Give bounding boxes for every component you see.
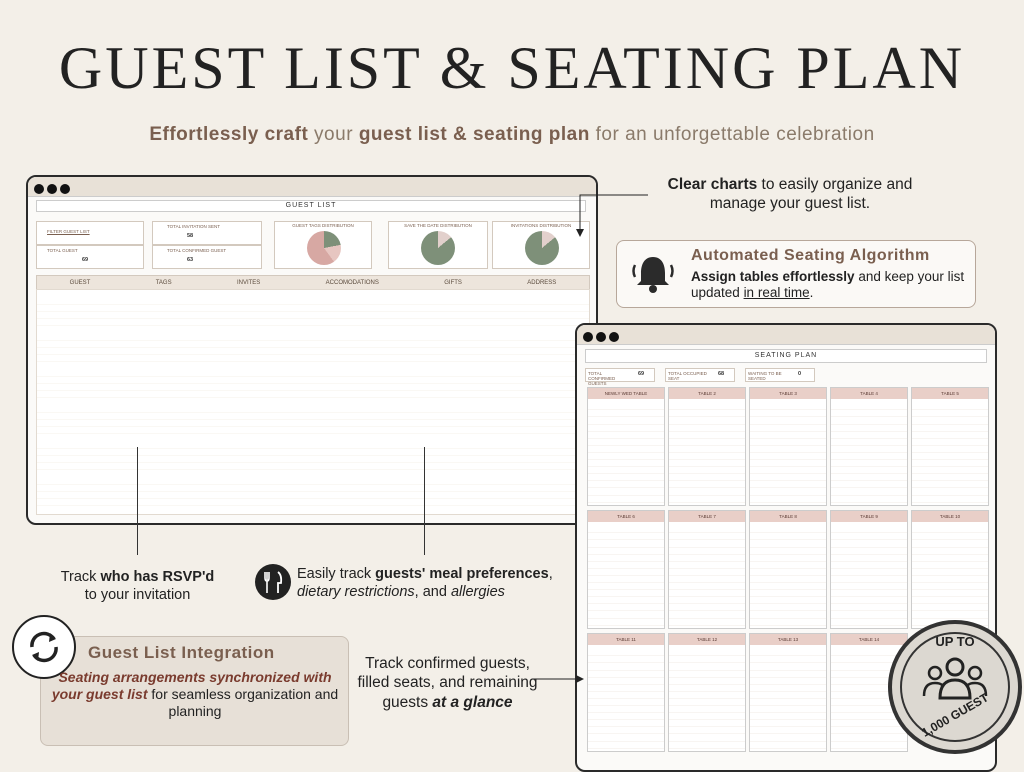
sync-icon <box>24 627 64 667</box>
section-gifts: GIFTS <box>444 279 462 286</box>
window-dot-icon <box>60 184 70 194</box>
section-accomodations: ACCOMODATIONS <box>325 279 379 286</box>
capacity-badge <box>888 620 1022 754</box>
section-guest: GUEST <box>69 279 91 286</box>
table-card[interactable]: TABLE 5 <box>911 387 989 506</box>
bell-icon <box>629 251 677 295</box>
track-arrow <box>530 672 586 686</box>
page-title: GUEST LIST & SEATING PLAN <box>58 35 966 101</box>
integration-title: Guest List Integration <box>88 643 275 662</box>
section-address: ADDRESS <box>527 279 557 286</box>
save-the-date-chart: SAVE THE DATE DISTRIBUTION <box>388 221 488 269</box>
rsvp-callout: Track who has RSVP'd to your invitation <box>60 569 215 604</box>
page-subtitle: Effortlessly craft your guest list & seating plan for an unforgettable celebration <box>149 124 875 145</box>
window-titlebar <box>28 177 596 197</box>
seating-algorithm-panel <box>616 240 976 308</box>
utensils-icon <box>254 563 292 601</box>
table-card[interactable]: TABLE 7 <box>668 510 746 629</box>
integration-text: Seating arrangements synchronized with your guest list for seamless organization and planning <box>51 669 339 719</box>
badge-count: 1,000 GUEST <box>919 690 991 740</box>
total-occupied-seat-box: TOTAL OCCUPIED SEAT 68 <box>665 368 735 382</box>
save-the-date-pie <box>421 231 455 265</box>
table-card[interactable]: TABLE 14 <box>830 633 908 752</box>
window-dot-icon <box>609 332 619 342</box>
window-dot-icon <box>596 332 606 342</box>
table-card[interactable]: TABLE 9 <box>830 510 908 629</box>
total-confirmed-guests-box: TOTAL CONFIRMED GUESTS 69 <box>585 368 655 382</box>
table-card[interactable]: TABLE 8 <box>749 510 827 629</box>
window-dot-icon <box>583 332 593 342</box>
guest-list-window <box>26 175 598 525</box>
seating-sheet-title: SEATING PLAN <box>585 349 987 363</box>
waiting-to-be-seated-box: WAITING TO BE SEATED 0 <box>745 368 815 382</box>
window-dot-icon <box>34 184 44 194</box>
rsvp-connector-line <box>137 447 138 555</box>
table-card[interactable]: TABLE 6 <box>587 510 665 629</box>
table-card[interactable]: TABLE 10 <box>911 510 989 629</box>
charts-arrow <box>570 185 650 245</box>
guest-tags-chart: GUEST TAGS DISTRIBUTION <box>274 221 372 269</box>
algorithm-text: Assign tables effortlessly and keep your list updated in real time. <box>691 269 965 301</box>
guest-sheet-title: GUEST LIST <box>36 200 586 212</box>
meal-callout: Easily track guests' meal preferences, dietary restrictions, and allergies <box>297 566 553 600</box>
charts-callout: Clear charts to easily organize and manage your guest list. <box>667 176 913 213</box>
guest-table-header <box>36 275 590 290</box>
table-card[interactable]: TABLE 11 <box>587 633 665 752</box>
window-dot-icon <box>47 184 57 194</box>
filter-guest-list[interactable]: FILTER GUEST LIST <box>36 221 144 245</box>
table-card[interactable]: TABLE 2 <box>668 387 746 506</box>
guest-tags-pie <box>307 231 341 265</box>
section-tags: TAGS <box>155 279 172 286</box>
algorithm-title: Automated Seating Algorithm <box>691 247 930 264</box>
meal-connector-line <box>424 447 425 555</box>
section-invites: INVITES <box>236 279 261 286</box>
table-card[interactable]: TABLE 4 <box>830 387 908 506</box>
total-invitation-box: TOTAL INVITATION SENT 58 <box>152 221 262 245</box>
table-card[interactable]: TABLE 3 <box>749 387 827 506</box>
total-confirmed-box: TOTAL CONFIRMED GUEST 63 <box>152 245 262 269</box>
track-confirmed-callout: Track confirmed guests, filled seats, and remaining guests at a glance <box>357 655 538 711</box>
badge-up-to: UP TO <box>935 634 975 649</box>
window-titlebar <box>577 325 995 345</box>
guest-table-rows[interactable] <box>36 289 590 515</box>
total-guest-box: TOTAL GUEST 69 <box>36 245 144 269</box>
invitations-pie <box>525 231 559 265</box>
table-card[interactable]: TABLE 13 <box>749 633 827 752</box>
table-card[interactable]: NEWLY WED TABLE <box>587 387 665 506</box>
table-card[interactable]: TABLE 12 <box>668 633 746 752</box>
invitations-chart: INVITATIONS DISTRIBUTION <box>492 221 590 269</box>
